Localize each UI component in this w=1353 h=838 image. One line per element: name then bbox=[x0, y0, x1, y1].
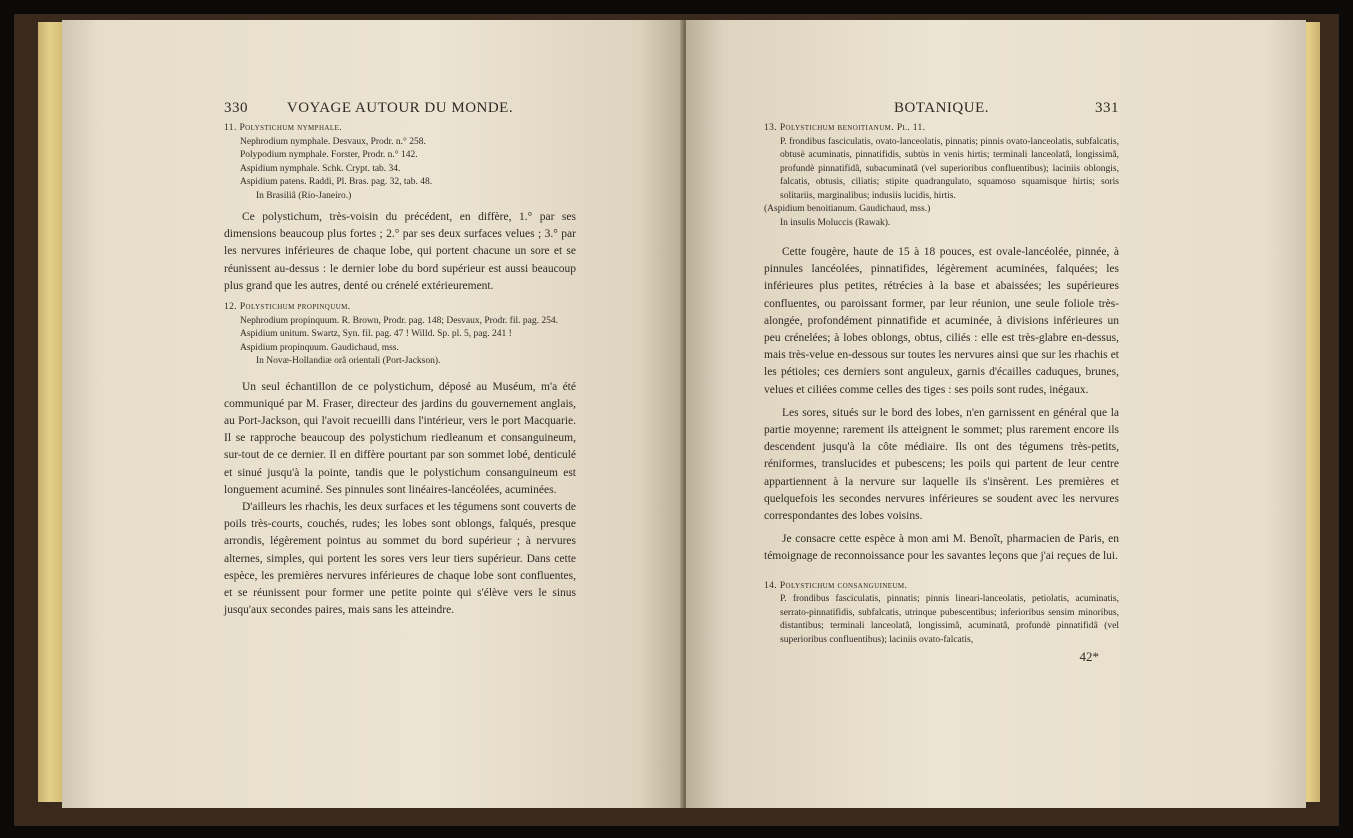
species-entry-13 bbox=[764, 122, 1119, 230]
species-heading: 14. Polystichum consanguineum. bbox=[764, 580, 908, 591]
synonym: Aspidium propinquum. Gaudichaud, mss. bbox=[240, 342, 399, 353]
running-title: BOTANIQUE. bbox=[893, 100, 990, 116]
paragraph: Cette fougère, haute de 15 à 18 pouces, est ovale-lancéolée, pinnée, à pinnules lancéolées, pinnatifides, légèrement acuminées, falquées; les inférieures plus petites, rétrécies à la base et abaissées; les supérieures confluentes, ou paroissant former, par leur réunion, une seule foliole très-alongée, profondément pinnatifide et acuminée, à divisions inférieures un peu crénelées; à lobes oblongs, obtus, ciliés : elle est très-glabre en-dessus, mais très-velue en-dessous sur toutes les nervures ainsi que sur les rhachis et les pétioles; ces derniers sont anguleux, garnis d'écailles caduques, brunes, velues et ciliées comme celles des tiges : ses poils sont rudes, inégaux. bbox=[764, 246, 1119, 396]
latin-diagnosis: P. frondibus fasciculatis, ovato-lanceolatis, pinnatis; pinnis ovato-lanceolatis, subfalcatis, obtusè acuminatis, pinnatifidis, subtùs in venis hirtis; terminali lanceolatâ, longissimâ, profundè pinnatifidâ, subacuminatâ (vel superioribus confluentibus); laciniis oblongis, falcatis, obtusis, ciliatis; stipite quadrangulato, squamoso squamisque hirtis; soris solitariis, marginalibus; indusiis lucidis, hirtis. bbox=[780, 136, 1119, 201]
right-page-header bbox=[764, 100, 1119, 122]
species-heading: 12. Polystichum propinquum. bbox=[224, 302, 351, 313]
locality: In insulis Moluccis (Rawak). bbox=[780, 217, 891, 228]
left-page bbox=[62, 20, 682, 808]
signature-mark: 42* bbox=[1079, 649, 1099, 665]
synonym: Aspidium nymphale. Schk. Crypt. tab. 34. bbox=[240, 163, 401, 174]
synonym: Aspidium unitum. Swartz, Syn. fil. pag. 47 ! Willd. Sp. pl. 5, pag. 241 ! bbox=[240, 329, 512, 340]
synonym: Nephrodium nymphale. Desvaux, Prodr. n.° 258. bbox=[240, 136, 426, 147]
paragraph: Je consacre cette espèce à mon ami M. Benoît, pharmacien de Paris, en témoignage de reconnoissance pour les savantes leçons que j'ai reçues de lui. bbox=[764, 533, 1119, 563]
synonym: Aspidium patens. Raddi, Pl. Bras. pag. 32, tab. 48. bbox=[240, 177, 433, 187]
paragraph: Un seul échantillon de ce polystichum, déposé au Muséum, m'a été communiqué par M. Fraser, directeur des jardins du gouvernement anglais, au Port-Jackson, qui l'avoit recueilli dans l'intérieur, vers le port Macquarie. Il se rapproche beaucoup des polystichum riedleanum et consanguineum, sur-tout de ce dernier. Il en diffère pourtant par son sommet lobé, denticulé et sinué jusqu'à la pointe, tandis que le polystichum consanguineum est longuement acuminé. Ses pinnules sont linéaires-lancéolées, acuminées. bbox=[224, 380, 576, 496]
left-page-header bbox=[224, 100, 576, 122]
paragraph: Les sores, situés sur le bord des lobes, n'en garnissent en général que la partie moyenne; rarement ils atteignent le sommet; plus rarement encore ils descendent jusqu'à la côte médiaire. Ils ont des tégumens très-petits, réniformes, translucides et pubescens; les poils qui partent de leur centre appartiennent à la nervure sur laquelle ils s'insèrent. Les premières et quelquefois les secondes nervures inférieures se soudent avec les nervures correspondantes des lobes voisins. bbox=[764, 406, 1119, 523]
synonym: Polypodium nymphale. Forster, Prodr. n.° 142. bbox=[240, 150, 418, 160]
right-page-content bbox=[764, 100, 1119, 665]
page-number: 331 bbox=[1095, 100, 1119, 116]
species-entry-11 bbox=[224, 122, 576, 203]
species-heading: 13. Polystichum benoitianum. Pl. 11. bbox=[764, 123, 926, 133]
locality: In Novæ-Hollandiæ orâ orientali (Port-Jackson). bbox=[256, 356, 441, 367]
left-page-content bbox=[224, 100, 576, 619]
right-page bbox=[686, 20, 1306, 808]
species-heading: 11. Polystichum nymphale. bbox=[224, 123, 343, 133]
synonym: Nephrodium propinquum. R. Brown, Prodr. pag. 148; Desvaux, Prodr. fil. pag. 254. bbox=[240, 315, 558, 326]
species-entry-14 bbox=[764, 580, 1119, 648]
locality: In Brasiliâ (Rio-Janeiro.) bbox=[256, 190, 352, 201]
paragraph: Ce polystichum, très-voisin du précédent, en diffère, 1.° par ses dimensions beaucoup plus fortes ; 2.° par ses deux surfaces velues ; 3.° par les nervures inférieures de chaque lobe, qui portent chacune un sore et se réunissent au-dessus : le dernier lobe du bord supérieur est aussi beaucoup plus grand que les autres, denté ou crénelé extérieurement. bbox=[224, 211, 576, 292]
synonym: (Aspidium benoitianum. Gaudichaud, mss.) bbox=[764, 204, 931, 214]
latin-diagnosis: P. frondibus fasciculatis, pinnatis; pinnis lineari-lanceolatis, petiolatis, acuminatis, serrato-pinnatifidis, subfalcatis, utrinque pubescentibus; inferioribus sensim minoribus, distantibus; terminali lanceolatâ, longissimâ, acuminatâ, profundè pinnatifidâ (vel superioribus confluentibus); laciniis ovato-falcatis, bbox=[780, 594, 1119, 645]
species-entry-12 bbox=[224, 301, 576, 369]
paragraph: D'ailleurs les rhachis, les deux surfaces et les tégumens sont couverts de poils très-courts, couchés, rudes; les lobes sont oblongs, falqués, presque arrondis, légèrement pointus au sommet du bord supérieur ; à nervures alternes, simples, qui portent les sores vers leur tiers supérieur. Dans cette espèce, les premières nervures inférieures de chaque lobe sont confluentes, et se réunissent pour former une petite pointe qui s'élève vers le sinus jusqu'aux secondes paires, mais sans les atteindre. bbox=[224, 500, 576, 617]
running-title: VOYAGE AUTOUR DU MONDE. bbox=[286, 100, 514, 116]
page-number: 330 bbox=[224, 100, 248, 116]
